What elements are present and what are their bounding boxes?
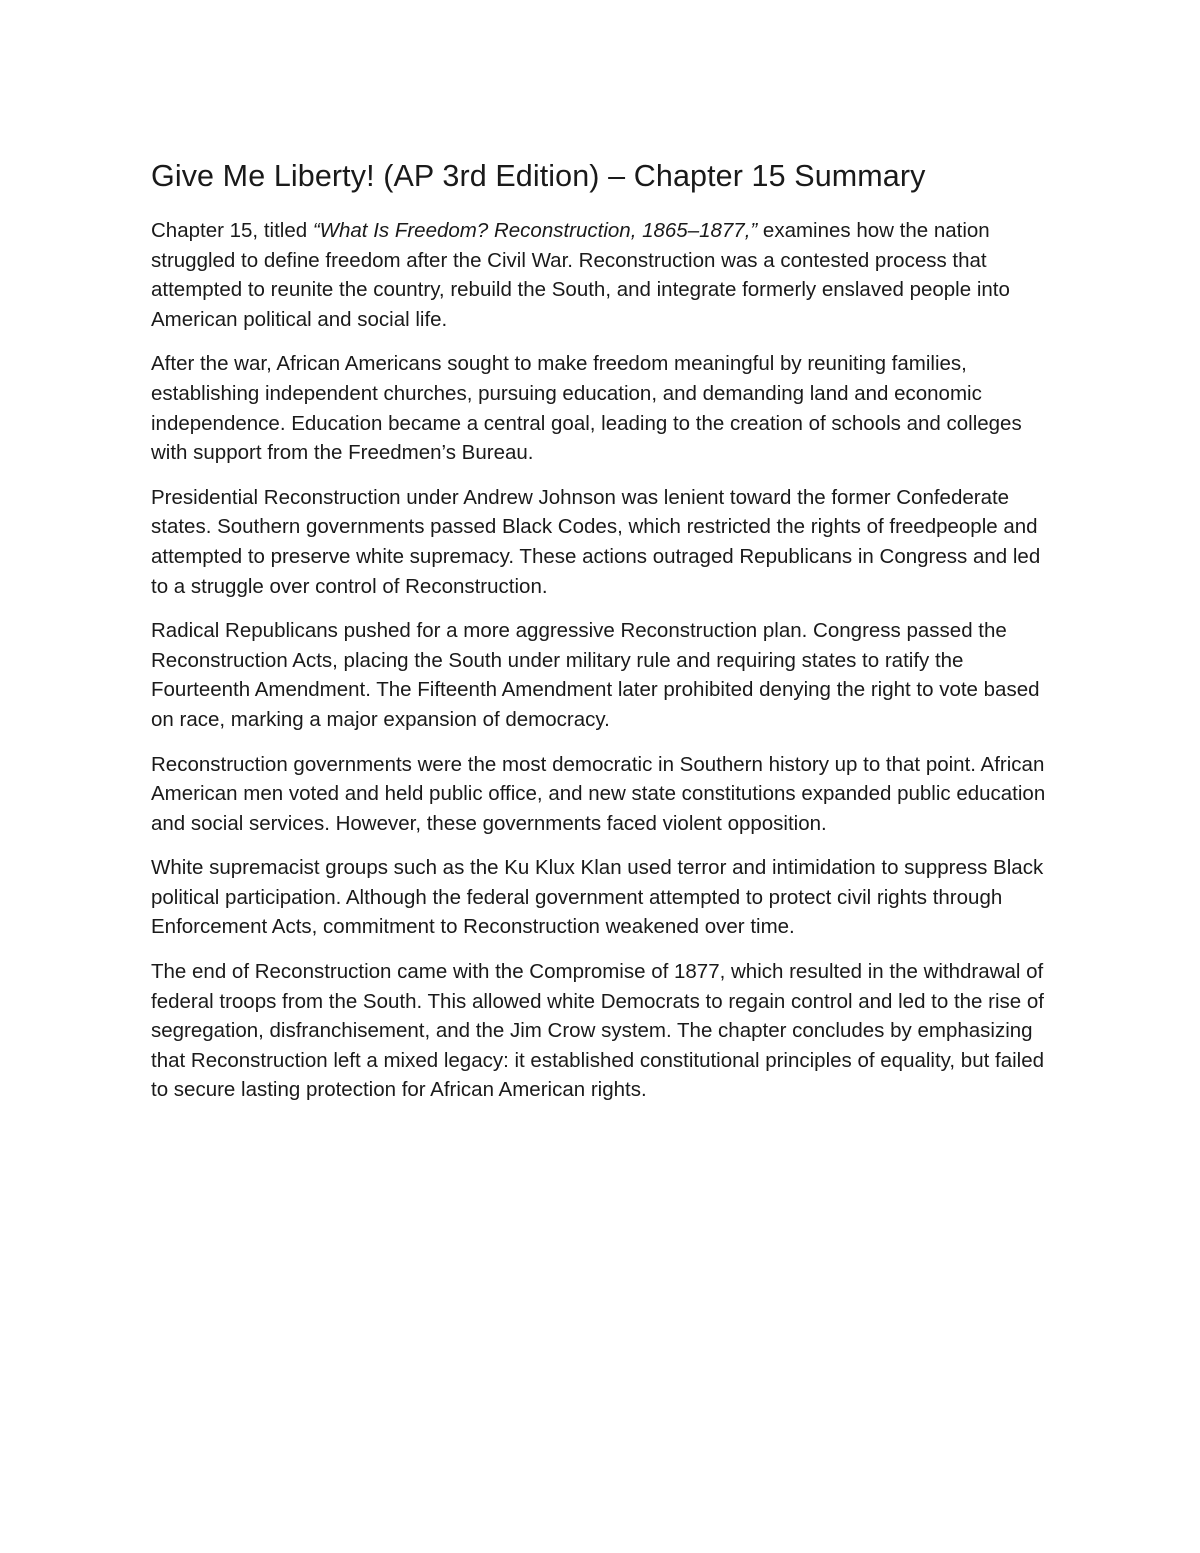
chapter-title-italic: “What Is Freedom? Reconstruction, 1865–1877,” [312, 219, 758, 242]
paragraph-freedom: After the war, African Americans sought to make freedom meaningful by reuniting families, establishing independent churches, pursuing education, and demanding land and economic independence. Education became a central goal, leading to the creation of schools and colleges with support from the Freedmen’s Bureau. [151, 352, 1022, 465]
intro-text-after: examines how the nation struggled to define freedom after the Civil War. Reconstruction was a contested process that attempted to reunite the country, rebuild the South, and integrate formerly enslaved people into American political and social life. [151, 219, 1010, 331]
intro-paragraph [151, 216, 1056, 334]
document-body [151, 158, 1056, 1120]
paragraph-end-of-reconstruction: The end of Reconstruction came with the Compromise of 1877, which resulted in the withdrawal of federal troops from the South. This allowed white Democrats to regain control and led to the rise of segregation, disfranchisement, and the Jim Crow system. The chapter concludes by emphasizing that Reconstruction left a mixed legacy: it established constitutional principles of equality, but failed to secure lasting protection for African American rights. [151, 960, 1045, 1102]
document-title: Give Me Liberty! (AP 3rd Edition) – Chapter 15 Summary [151, 159, 926, 193]
paragraph-radical-republicans: Radical Republicans pushed for a more aggressive Reconstruction plan. Congress passed the Reconstruction Acts, placing the South under military rule and requiring states to ratify the Fourteenth Amendment. The Fifteenth Amendment later prohibited denying the right to vote based on race, marking a major expansion of democracy. [151, 619, 1040, 731]
intro-text-before: Chapter 15, titled [151, 219, 313, 242]
paragraph-reconstruction-governments: Reconstruction governments were the most democratic in Southern history up to that point. African American men voted and held public office, and new state constitutions expanded public education and social services. However, these governments faced violent opposition. [151, 752, 1046, 835]
paragraph-presidential-reconstruction: Presidential Reconstruction under Andrew Johnson was lenient toward the former Confederate states. Southern governments passed Black Codes, which restricted the rights of freedpeople and attempted to preserve white supremacy. These actions outraged Republicans in Congress and led to a struggle over control of Reconstruction. [151, 485, 1041, 598]
paragraph-white-supremacist-groups: White supremacist groups such as the Ku Klux Klan used terror and intimidation to suppress Black political participation. Although the federal government attempted to protect civil rights through Enforcement Acts, commitment to Reconstruction weakened over time. [151, 856, 1044, 939]
